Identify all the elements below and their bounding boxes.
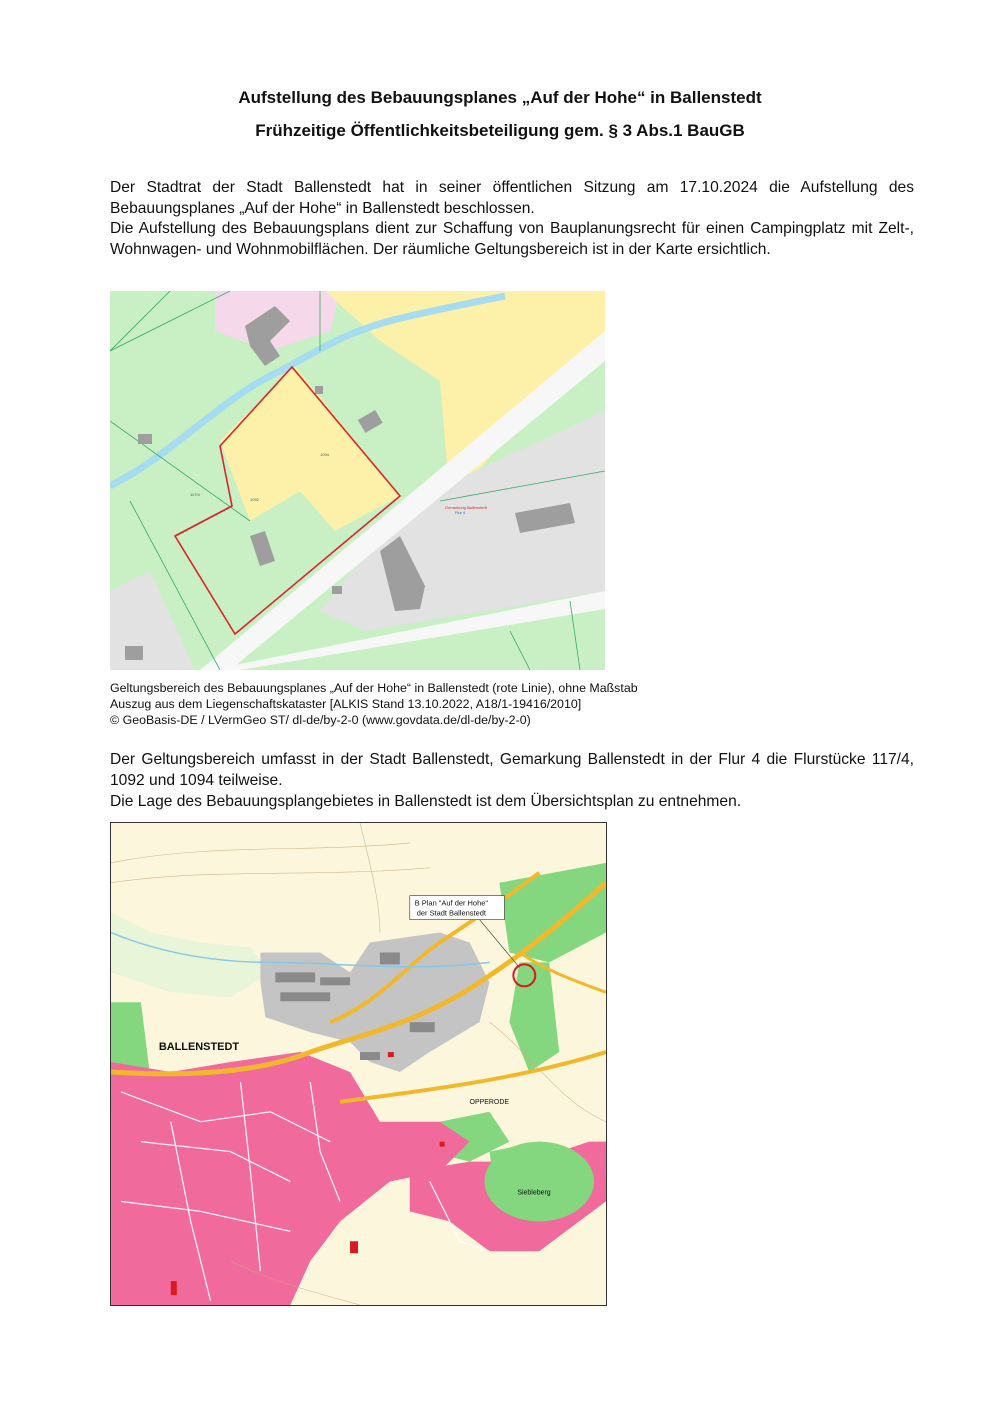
town-label: BALLENSTEDT xyxy=(158,1041,240,1054)
caption-map-line3: © GeoBasis-DE / LVermGeo ST/ dl-de/by-2-0 (www.govdata.de/dl-de/by-2-0) xyxy=(110,713,531,727)
district-label: OPPERODE xyxy=(469,1098,510,1106)
cadastral-map xyxy=(110,291,605,670)
callout-line1: B Plan "Auf der Hohe" xyxy=(414,898,489,908)
paragraph-scope: Der Geltungsbereich umfasst in der Stadt Ballenstedt, Gemarkung Ballenstedt in der Flur 4 die Flurstücke 117/4, 1092 und 1094 teilweise. xyxy=(110,751,914,789)
hill-label: Siebleberg xyxy=(517,1189,551,1197)
callout-line2: der Stadt Ballenstedt xyxy=(416,908,486,918)
parcel-label-main: 1094 xyxy=(320,452,329,457)
paragraph-resolution: Der Stadtrat der Stadt Ballenstedt hat in seiner öffentlichen Sitzung am 17.10.2024 die Aufstellung des Bebauungsplanes „Auf der Hohe“ in Ballenstedt beschlossen. xyxy=(110,179,914,217)
district-label-line2: Flur 4 xyxy=(455,510,466,515)
caption-map-line1: Geltungsbereich des Bebauungsplanes „Auf der Hohe“ in Ballenstedt (rote Linie), ohne Maßstab xyxy=(110,681,638,695)
parcel-label-left: 1092 xyxy=(250,497,259,502)
overview-map xyxy=(110,822,607,1306)
document-title: Aufstellung des Bebauungsplanes „Auf der Hohe“ in Ballenstedt xyxy=(238,88,762,107)
document-subtitle: Frühzeitige Öffentlichkeitsbeteiligung gem. § 3 Abs.1 BauGB xyxy=(255,121,745,140)
parcel-label-small: 117/4 xyxy=(190,492,200,497)
district-label-line1: Gemarkung Ballenstedt xyxy=(445,505,487,510)
paragraph-purpose: Die Aufstellung des Bebauungsplans dient zur Schaffung von Bauplanungsrecht für einen Campingplatz mit Zelt-, Wohnwagen- und Wohnmobilflächen. Der räumliche Geltungsbereich ist in der Karte ersichtlich. xyxy=(110,220,914,258)
caption-map-line2: Auszug aus dem Liegenschaftskataster [ALKIS Stand 13.10.2022, A18/1-19416/2010] xyxy=(110,697,582,711)
paragraph-location: Die Lage des Bebauungsplangebietes in Ballenstedt ist dem Übersichtsplan zu entnehmen. xyxy=(110,793,742,810)
